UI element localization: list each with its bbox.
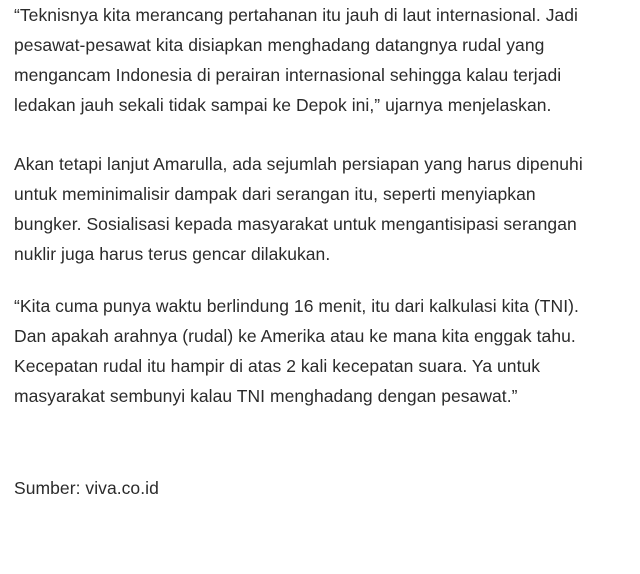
text-line: mengancam Indonesia di perairan internasional sehingga kalau terjadi bbox=[14, 65, 562, 85]
text-line: bungker. Sosialisasi kepada masyarakat untuk mengantisipasi serangan bbox=[14, 214, 577, 234]
text-line: ledakan jauh sekali tidak sampai ke Depok ini,” ujarnya menjelaskan. bbox=[14, 95, 552, 115]
text-line: Akan tetapi lanjut Amarulla, ada sejumlah persiapan yang harus dipenuhi bbox=[14, 154, 583, 174]
text-line: “Kita cuma punya waktu berlindung 16 menit, itu dari kalkulasi kita (TNI). bbox=[14, 296, 579, 316]
text-line: untuk meminimalisir dampak dari serangan itu, seperti menyiapkan bbox=[14, 184, 536, 204]
text-line: masyarakat sembunyi kalau TNI menghadang dengan pesawat.” bbox=[14, 386, 518, 406]
text-line: Dan apakah arahnya (rudal) ke Amerika atau ke mana kita enggak tahu. bbox=[14, 326, 576, 346]
paragraph-preparations bbox=[14, 149, 583, 269]
paragraph-quote-shelter-time bbox=[14, 291, 579, 411]
source-credit: Sumber: viva.co.id bbox=[14, 478, 159, 498]
text-line: Kecepatan rudal itu hampir di atas 2 kali kecepatan suara. Ya untuk bbox=[14, 356, 541, 376]
text-line: “Teknisnya kita merancang pertahanan itu jauh di laut internasional. Jadi bbox=[14, 5, 578, 25]
text-line: pesawat-pesawat kita disiapkan menghadang datangnya rudal yang bbox=[14, 35, 545, 55]
text-line: nuklir juga harus terus gencar dilakukan. bbox=[14, 244, 331, 264]
paragraph-quote-defense bbox=[14, 0, 578, 120]
